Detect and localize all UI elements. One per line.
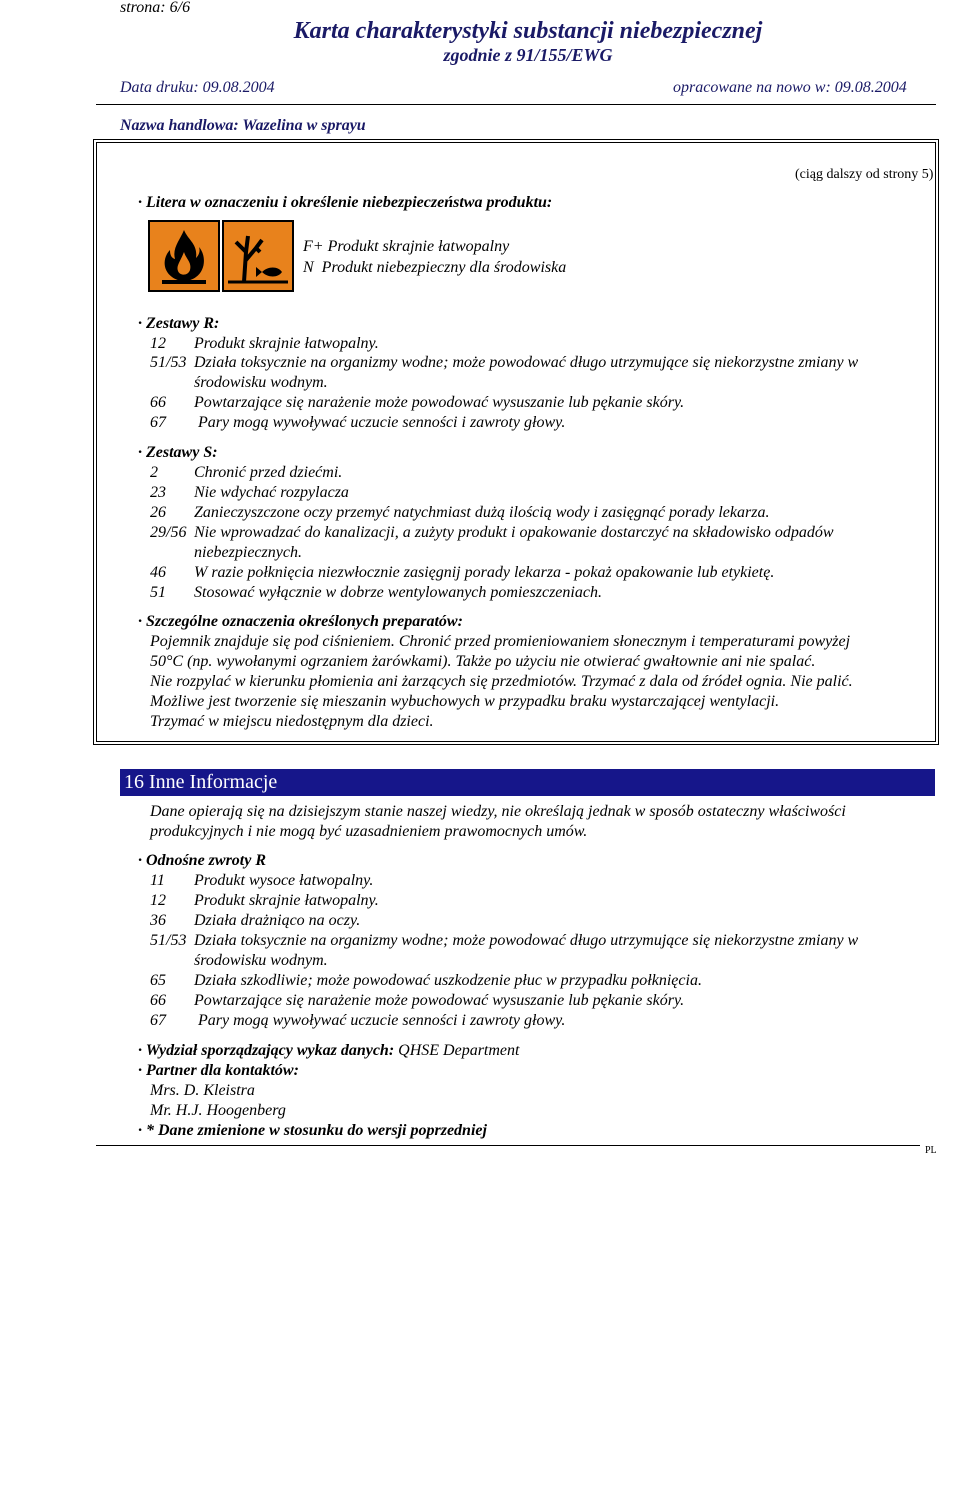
r-phrase-code: 67 bbox=[150, 414, 166, 431]
r-reference-continuation: środowisku wodnym. bbox=[194, 952, 328, 969]
special-line: 50°C (np. wywołanymi ogrzaniem żarówkami). Także po użyciu nie otwierać gwałtownie ani nie spalać. bbox=[150, 653, 816, 670]
page-number: strona: 6/6 bbox=[120, 0, 191, 16]
contact-name: Mr. H.J. Hoogenberg bbox=[150, 1102, 286, 1119]
department-label: · Wydział sporządzający wykaz danych: bbox=[138, 1042, 395, 1059]
s-phrase-code: 23 bbox=[150, 484, 166, 501]
r-phrase-text: Działa toksycznie na organizmy wodne; może powodować długo utrzymujące się niekorzystne zmiany w bbox=[194, 354, 859, 371]
s-phrase-text: Chronić przed dziećmi. bbox=[194, 464, 343, 481]
s-phrase-row bbox=[150, 463, 342, 483]
r-reference-row bbox=[150, 891, 379, 911]
r-phrase-text: Pary mogą wywoływać uczucie senności i zawroty głowy. bbox=[194, 414, 566, 431]
s-phrase-row bbox=[150, 503, 769, 523]
r-phrase-text: Powtarzające się narażenie może powodować wysuszanie lub pękanie skóry. bbox=[194, 394, 685, 411]
section-16-intro: produkcyjnych i nie mogą być uzasadnieniem prawomocnych umów. bbox=[150, 823, 588, 840]
r-reference-row bbox=[150, 1011, 565, 1031]
special-line: Nie rozpylać w kierunku płomienia ani żarzących się przedmiotów. Trzymać z dala od źródeł ognia. Nie palić. bbox=[150, 673, 853, 690]
s-phrase-text: Stosować wyłącznie w dobrze wentylowanych pomieszczeniach. bbox=[194, 584, 602, 601]
document-title: Karta charakterystyki substancji niebezpiecznej bbox=[293, 18, 763, 44]
s-phrase-row bbox=[150, 523, 834, 543]
r-reference-row bbox=[150, 931, 858, 951]
r-reference-code: 66 bbox=[150, 992, 166, 1009]
r-reference-code: 67 bbox=[150, 1012, 166, 1029]
r-phrase-row bbox=[150, 353, 858, 373]
r-reference-text: Produkt wysoce łatwopalny. bbox=[194, 872, 374, 889]
r-phrase-row bbox=[150, 393, 684, 413]
hazard-heading: · Litera w oznaczeniu i określenie niebezpieczeństwa produktu: bbox=[138, 194, 553, 211]
r-reference-code: 11 bbox=[150, 872, 165, 889]
revision-date: opracowane na nowo w: 09.08.2004 bbox=[673, 79, 907, 96]
continued-note: (ciąg dalszy od strony 5) bbox=[795, 167, 934, 182]
r-reference-text: Działa drażniąco na oczy. bbox=[194, 912, 361, 929]
s-phrase-text: W razie połknięcia niezwłocznie zasięgnij porady lekarza - pokaż opakowanie lub etykietę. bbox=[194, 564, 775, 581]
s-phrase-text: Zanieczyszczone oczy przemyć natychmiast dużą ilością wody i zasięgnąć porady lekarza. bbox=[194, 504, 770, 521]
s-phrase-row bbox=[150, 483, 349, 503]
r-reference-code: 12 bbox=[150, 892, 166, 909]
r-reference-row bbox=[150, 911, 360, 931]
r-phrase-code: 66 bbox=[150, 394, 166, 411]
section-16-header: 16 Inne Informacje bbox=[120, 769, 935, 796]
s-phrase-code: 26 bbox=[150, 504, 166, 521]
r-phrase-text: Produkt skrajnie łatwopalny. bbox=[194, 335, 379, 352]
s-phrase-continuation: niebezpiecznych. bbox=[194, 544, 302, 561]
r-reference-text: Produkt skrajnie łatwopalny. bbox=[194, 892, 379, 909]
s-phrase-code: 51 bbox=[150, 584, 166, 601]
hazard-f-plus: F+ Produkt skrajnie łatwopalny bbox=[303, 238, 510, 255]
contact-name: Mrs. D. Kleistra bbox=[150, 1082, 255, 1099]
r-reference-text: Pary mogą wywoływać uczucie senności i zawroty głowy. bbox=[194, 1012, 566, 1029]
r-phrase-row bbox=[150, 413, 565, 433]
special-line: Pojemnik znajduje się pod ciśnieniem. Chronić przed promieniowaniem słonecznym i temperaturami powyżej bbox=[150, 633, 851, 650]
r-reference-code: 65 bbox=[150, 972, 166, 989]
special-line: Możliwe jest tworzenie się mieszanin wybuchowych w przypadku braku wystarczającej wentylacji. bbox=[150, 693, 780, 710]
s-phrase-text: Nie wprowadzać do kanalizacji, a zużyty produkt i opakowanie dostarczyć na składowisko odpadów bbox=[194, 524, 834, 541]
r-reference-row bbox=[150, 991, 684, 1011]
department-line bbox=[138, 1041, 519, 1061]
s-phrase-text: Nie wdychać rozpylacza bbox=[194, 484, 349, 501]
trade-name: Nazwa handlowa: Wazelina w sprayu bbox=[120, 117, 366, 134]
r-phrase-continuation: środowisku wodnym. bbox=[194, 374, 328, 391]
footer-divider bbox=[96, 1145, 920, 1146]
r-reference-text: Działa szkodliwie; może powodować uszkodzenie płuc w przypadku połknięcia. bbox=[194, 972, 702, 989]
r-reference-text: Działa toksycznie na organizmy wodne; może powodować długo utrzymujące się niekorzystne zmiany w bbox=[194, 932, 859, 949]
s-phrase-row bbox=[150, 563, 774, 583]
contact-heading: · Partner dla kontaktów: bbox=[138, 1062, 299, 1079]
flame-icon bbox=[148, 220, 220, 292]
hazard-n: N Produkt niebezpieczny dla środowiska bbox=[303, 259, 567, 276]
r-reference-code: 51/53 bbox=[150, 932, 187, 949]
r-reference-row bbox=[150, 971, 702, 991]
section-16-intro: Dane opierają się na dzisiejszym stanie naszej wiedzy, nie określają jednak w sposób ostateczny właściwości bbox=[150, 803, 846, 820]
s-phrase-code: 46 bbox=[150, 564, 166, 581]
r-reference-code: 36 bbox=[150, 912, 166, 929]
r-phrases-heading: · Zestawy R: bbox=[138, 315, 220, 332]
s-phrase-row bbox=[150, 583, 602, 603]
document-subtitle: zgodnie z 91/155/EWG bbox=[443, 45, 613, 65]
header-divider bbox=[96, 104, 936, 105]
language-code: PL bbox=[925, 1145, 937, 1156]
changes-note: · * Dane zmienione w stosunku do wersji poprzedniej bbox=[138, 1122, 487, 1139]
print-date: Data druku: 09.08.2004 bbox=[120, 79, 275, 96]
r-reference-text: Powtarzające się narażenie może powodować wysuszanie lub pękanie skóry. bbox=[194, 992, 685, 1009]
r-phrase-code: 51/53 bbox=[150, 354, 187, 371]
special-heading: · Szczególne oznaczenia określonych preparatów: bbox=[138, 613, 463, 630]
r-reference-row bbox=[150, 871, 373, 891]
s-phrase-code: 2 bbox=[150, 464, 158, 481]
r-phrase-row bbox=[150, 334, 379, 354]
dead-tree-fish-icon bbox=[222, 220, 294, 292]
s-phrases-heading: · Zestawy S: bbox=[138, 444, 218, 461]
department-value: QHSE Department bbox=[394, 1042, 520, 1059]
r-phrase-code: 12 bbox=[150, 335, 166, 352]
s-phrase-code: 29/56 bbox=[150, 524, 187, 541]
special-line: Trzymać w miejscu niedostępnym dla dzieci. bbox=[150, 713, 434, 730]
r-references-heading: · Odnośne zwroty R bbox=[138, 852, 267, 869]
